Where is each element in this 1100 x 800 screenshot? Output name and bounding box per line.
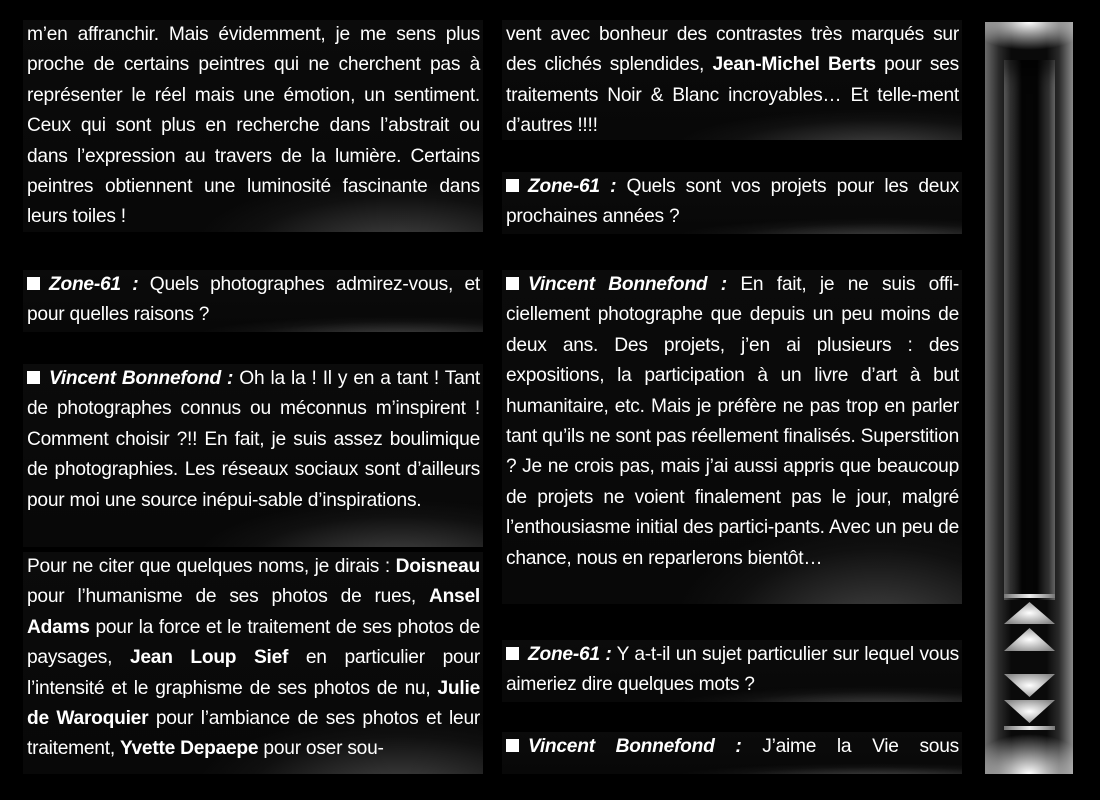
- question-block: [502, 172, 962, 234]
- question-text: Quels photographes admirez-vous, et pour quelles raisons ?: [27, 274, 480, 326]
- question-text: Y a-t-il un sujet particulier sur lequel vous aimeriez dire quelques mots ?: [506, 644, 959, 696]
- scroll-controls: [1004, 592, 1055, 732]
- paragraph-text: vent avec bonheur des contrastes très marqués sur des clichés splendides,: [506, 24, 959, 76]
- bullet-square-icon: [506, 739, 519, 752]
- scroll-top-bar: [1004, 594, 1055, 598]
- photographer-note: pour la force et le traitement de ses photos de paysages,: [27, 616, 480, 669]
- answer-block: [502, 732, 962, 774]
- photographer-note: pour oser sou-: [258, 738, 384, 760]
- answer-block: [23, 364, 483, 547]
- speaker-label: Zone-61 :: [528, 176, 617, 197]
- speaker-label: Vincent Bonnefond :: [528, 736, 742, 757]
- scroll-down-button[interactable]: [1004, 674, 1055, 698]
- question-text: Quels sont vos projets pour les deux prochaines années ?: [506, 176, 959, 228]
- bullet-square-icon: [506, 647, 519, 660]
- scroll-to-top-icon: [1004, 602, 1055, 626]
- answer-block: [502, 270, 962, 604]
- speaker-label: Zone-61 :: [49, 274, 139, 295]
- custom-scrollbar[interactable]: [985, 22, 1073, 774]
- photographer-name: Jean-Michel Berts: [712, 54, 876, 76]
- speaker-label: Vincent Bonnefond :: [528, 274, 727, 295]
- bullet-square-icon: [506, 277, 519, 290]
- question-block: [502, 640, 962, 702]
- scroll-down-icon: [1004, 674, 1055, 698]
- question-block: [23, 270, 483, 332]
- photographer-name: Yvette Depaepe: [119, 738, 259, 760]
- answer-text: En fait, je ne suis offi-ciellement photographe que depuis un peu moins de deux ans. Des projets, j’en ai plusieurs : des expositions, la participation à un livre d’art à but humanitaire, etc. Mais je préfère ne pas trop en parler tant qu’ils ne sont pas réellement finalisés. Superstition ? Je ne crois pas, mais j’ai aussi appris que beaucoup de projets ne voient finalement pas le jour, malgré l’enthousiasme initial des partici-pants. Avec un peu de chance, nous en reparlerons bientôt…: [506, 274, 959, 569]
- scroll-up-button[interactable]: [1004, 628, 1055, 652]
- scroll-to-top-button[interactable]: [1004, 602, 1055, 626]
- bullet-square-icon: [506, 179, 519, 192]
- answer-text: Oh la la ! Il y en a tant ! Tant de photographes connus ou méconnus m’inspirent ! Comment choisir ?!! En fait, je suis assez boulimique de photographies. Les réseaux sociaux sont d’ailleurs pour moi une source inépui-sable d’inspirations.: [27, 368, 480, 511]
- scroll-to-bottom-button[interactable]: [1004, 700, 1055, 724]
- photographer-name: Doisneau: [395, 556, 480, 577]
- bullet-square-icon: [27, 277, 40, 290]
- paragraph-block: [23, 20, 483, 232]
- photographer-note: pour l’ambiance de ses photos et leur traitement,: [27, 708, 481, 760]
- paragraph-block: [23, 552, 483, 774]
- paragraph-intro: Pour ne citer que quelques noms, je dirais :: [27, 556, 390, 577]
- paragraph-block: [502, 20, 962, 140]
- photographer-note: en particulier pour l’intensité et le graphisme de ses photos de nu,: [27, 647, 480, 699]
- paragraph-text: m’en affranchir. Mais évidemment, je me sens plus proche de certains peintres qui ne cherchent pas à représenter le réel mais une émotion, un sentiment. Ceux qui sont plus en recherche dans l’abstrait ou dans l’expression au travers de la lumière. Certains peintres obtiennent une luminosité fascinante dans leurs toiles !: [27, 24, 480, 228]
- scroll-up-icon: [1004, 628, 1055, 652]
- answer-text: J’aime la Vie sous: [762, 736, 959, 757]
- speaker-label: Vincent Bonnefond :: [49, 368, 234, 389]
- paragraph-text: pour ses traitements Noir & Blanc incroyables… Et telle-ment d’autres !!!!: [506, 54, 959, 137]
- photographer-name: Julie de Waroquier: [27, 677, 480, 730]
- photographer-name: Jean Loup Sief: [129, 647, 289, 669]
- photographer-name: Ansel Adams: [27, 586, 480, 638]
- bullet-square-icon: [27, 371, 40, 384]
- speaker-label: Zone-61 :: [528, 644, 612, 665]
- scrollbar-track[interactable]: [1004, 60, 1055, 600]
- scroll-bottom-bar: [1004, 726, 1055, 730]
- photographer-note: pour l’humanisme de ses photos de rues,: [27, 586, 429, 608]
- scroll-to-bottom-icon: [1004, 700, 1055, 724]
